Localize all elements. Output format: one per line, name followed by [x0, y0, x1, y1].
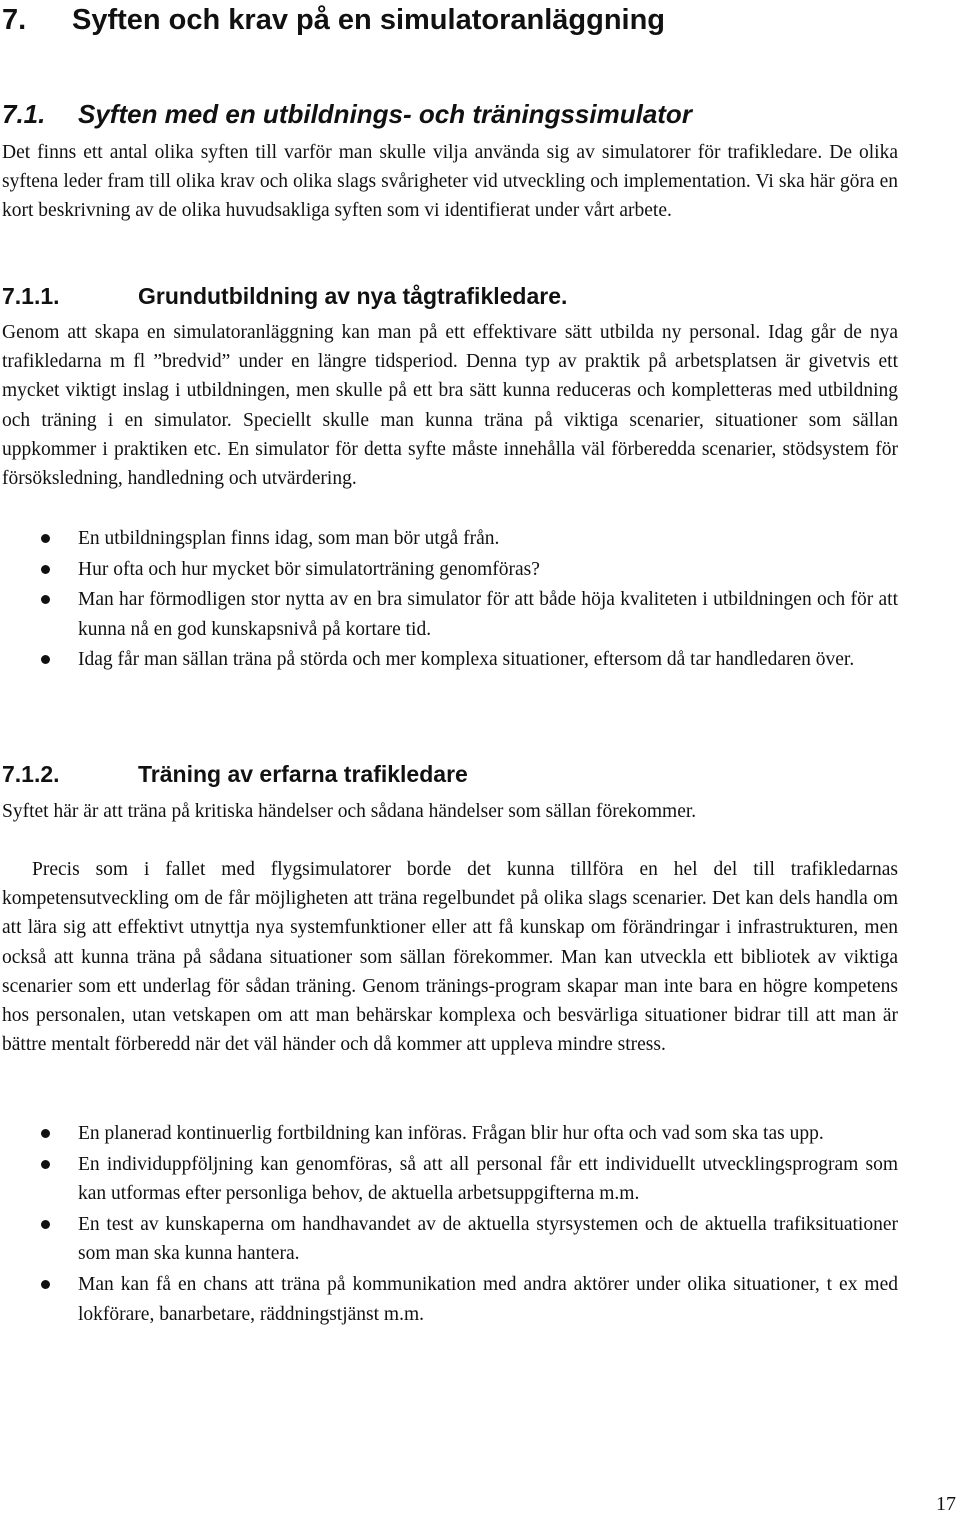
section-7-1-number: 7.1. — [2, 99, 46, 129]
bullet-icon — [41, 534, 50, 543]
section-7-1-2-paragraph-2: Precis som i fallet med flygsimulatorer borde det kunna tillföra en hel del till trafikledarnas kompetensutveckling om de får möjligheten att träna regelbundet på olika slags scenarier. Det kan dels handla om att lära sig att effektivt utnyttja nya systemfunktioner eller att få kunskap om förändringar i infrastrukturen, men också att kunna träna på sådana situationer som sällan förekommer. Man kan utveckla ett bibliotek av viktiga scenarier som ett underlag för sådan träning. Genom tränings-program skapar man inte bara en högre kompetens hos personalen, utan vetskapen om att man behärskar komplexa och besvärliga situationer bidrar till att man är bättre mentalt förberedd när det väl händer och då kommer att uppleva mindre stress. — [2, 859, 898, 1056]
section-7-1-2-bullet-list — [2, 1119, 898, 1330]
bullet-icon — [41, 595, 50, 604]
list-item-text: Hur ofta och hur mycket bör simulatorträning genomföras? — [78, 558, 540, 580]
section-7-1-2-number: 7.1.2. — [2, 761, 60, 787]
section-7-1-1-title: Grundutbildning av nya tågtrafikledare. — [138, 283, 568, 309]
list-item-text: En planerad kontinuerlig fortbildning kan införas. Frågan blir hur ofta och vad som ska tas upp. — [78, 1123, 824, 1144]
page-number: 17 — [936, 1493, 956, 1515]
list-item — [2, 1119, 898, 1149]
list-item-text: En individuppföljning kan genomföras, så att all personal får ett individuellt utvecklingsprogram som kan utformas efter personliga behov, de aktuella arbetsuppgifterna m.m. — [78, 1153, 898, 1205]
section-7-1-1-heading — [2, 280, 567, 312]
section-7-1-2-heading — [2, 758, 468, 790]
bullet-icon — [41, 1129, 50, 1138]
list-item — [2, 1270, 898, 1329]
bullet-icon — [41, 565, 50, 574]
list-item-text: En test av kunskaperna om handhavandet av de aktuella styrsystemen och de aktuella trafiksituationer som man ska kunna hantera. — [78, 1213, 898, 1265]
chapter-title: Syften och krav på en simulatoranläggning — [72, 4, 666, 36]
section-7-1-title: Syften med en utbildnings- och träningssimulator — [78, 99, 692, 129]
section-7-1-2-title: Träning av erfarna trafikledare — [138, 761, 468, 787]
list-item — [2, 585, 898, 644]
section-7-1-1-paragraph: Genom att skapa en simulatoranläggning kan man på ett effektivare sätt utbilda ny personal. Idag går de nya trafikledarna m fl ”bredvid” under en längre tidsperiod. Denna typ av praktik på arbetsplatsen är givetvis ett mycket viktigt inslag i utbildningen, men skulle på ett bra sätt kunna reduceras och kompletteras med utbildning och träning i en simulator. Speciellt skulle man kunna träna på viktiga scenarier, situationer som sällan uppkommer i praktiken etc. En simulator för detta syfte måste innehålla väl förberedda scenarier, stödsystem för försöksledning, handledning och utvärdering. — [2, 322, 898, 490]
bullet-icon — [41, 655, 50, 664]
section-7-1-paragraph: Det finns ett antal olika syften till varför man skulle vilja använda sig av simulatorer för trafikledare. De olika syftena leder fram till olika krav och olika slags svårigheter vid utveckling och implementation. Vi ska här göra en kort beskrivning av de olika huvudsakliga syften som vi identifierat under vårt arbete. — [2, 142, 898, 222]
chapter-heading — [2, 0, 665, 40]
bullet-icon — [41, 1280, 50, 1289]
section-7-1-2-paragraph-1: Syftet här är att träna på kritiska händelser och sådana händelser som sällan förekommer. — [2, 801, 697, 822]
list-item-text: Man har förmodligen stor nytta av en bra simulator för att både höja kvaliteten i utbildningen och för att kunna nå en god kunskapsnivå på kortare tid. — [78, 589, 898, 640]
list-item-text: Man kan få en chans att träna på kommunikation med andra aktörer under olika situationer, t ex med lokförare, banarbetare, räddningstjänst m.m. — [78, 1273, 898, 1325]
list-item — [2, 1210, 898, 1269]
list-item-text: En utbildningsplan finns idag, som man bör utgå från. — [78, 528, 500, 549]
section-7-1-1-bullet-list — [2, 524, 898, 676]
chapter-number: 7. — [2, 4, 27, 36]
section-7-1-heading — [2, 96, 692, 132]
list-item-text: Idag får man sällan träna på störda och mer komplexa situationer, eftersom då tar handledaren över. — [78, 649, 855, 671]
bullet-icon — [41, 1160, 50, 1169]
list-item — [2, 645, 898, 675]
list-item — [2, 555, 898, 585]
section-7-1-1-number: 7.1.1. — [2, 283, 60, 309]
list-item — [2, 524, 898, 554]
bullet-icon — [41, 1220, 50, 1229]
list-item — [2, 1150, 898, 1209]
